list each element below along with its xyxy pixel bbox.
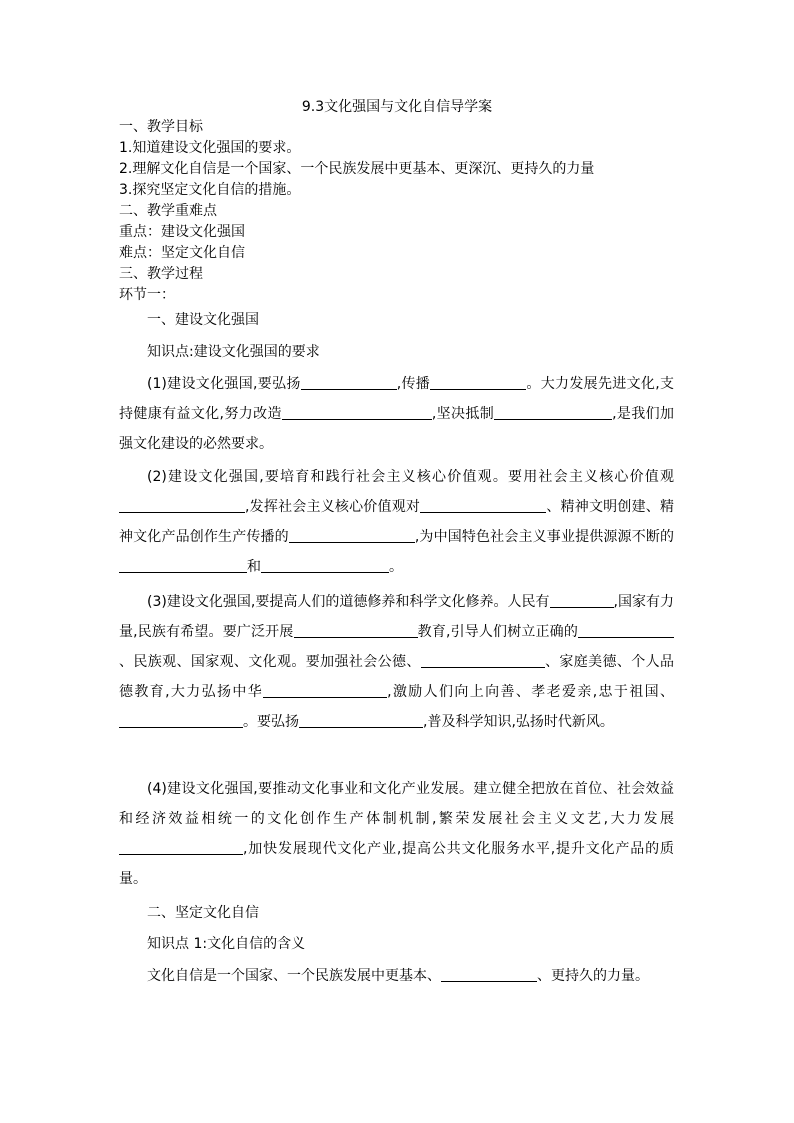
paragraph-4	[119, 774, 674, 894]
p1-text: ,是我们加强文化建设的必然要求。	[119, 406, 675, 452]
p3-text: ,国家有力量,民族有希望。要广泛开展	[119, 594, 674, 640]
p1-text: ,传播	[396, 376, 431, 392]
p2-text: 。	[389, 559, 403, 575]
p1-text: 。大力发展先进文化,支持健康有益文化,努力改造	[119, 376, 674, 422]
p5-text: 文化自信是一个国家、一个民族发展中更基本、	[147, 968, 441, 984]
p4-text: (4)建设文化强国,要推动文化事业和文化产业发展。建立健全把放在首位、社会效益和经济效益相统一的文化创作生产体制机制,繁荣发展社会主义文艺,大力发展	[119, 781, 674, 827]
p1-text: (1)建设文化强国,要弘扬	[147, 376, 301, 392]
fill-blank[interactable]	[263, 681, 387, 698]
key-point: 重点：建设文化强国	[119, 224, 245, 240]
p3-text: (3)建设文化强国,要提高人们的道德修养和科学文化修养。人民有	[147, 594, 550, 610]
section-heading-goals: 一、教学目标	[119, 119, 203, 135]
p2-text: (2)建设文化强国,要培育和践行社会主义核心价值观。要用社会主义核心价值观	[147, 469, 674, 485]
paragraph-5	[119, 961, 674, 991]
goal-item-2: 2.理解文化自信是一个国家、一个民族发展中更基本、更深沉、更持久的力量	[119, 161, 595, 177]
fill-blank[interactable]	[282, 403, 432, 420]
fill-blank[interactable]	[119, 556, 247, 573]
goal-item-3: 3.探究坚定文化自信的措施。	[119, 182, 301, 198]
p3-text: ,普及科学知识,弘扬时代新风。	[423, 714, 614, 730]
fill-blank[interactable]	[441, 965, 537, 982]
paragraph-3	[119, 587, 674, 737]
p3-text: 、家庭美德、个人品德教育,大力弘扬中华	[119, 654, 675, 700]
p3-text: ,激励人们向上向善、孝老爱亲,忠于祖国、	[387, 684, 674, 700]
fill-blank[interactable]	[294, 621, 418, 638]
fill-blank[interactable]	[494, 403, 612, 420]
fill-blank[interactable]	[301, 373, 397, 390]
p2-text: 、精神文明创建、精神文化产品创作生产传播的	[119, 499, 675, 545]
paragraph-1	[119, 369, 674, 459]
fill-blank[interactable]	[289, 526, 415, 543]
section-heading-key-points: 二、教学重难点	[119, 203, 217, 219]
goal-item-1: 1.知道建设文化强国的要求。	[119, 140, 301, 156]
p2-text: ,发挥社会主义核心价值观对	[245, 499, 421, 515]
part-heading-1: 一、建设文化强国	[147, 312, 259, 328]
doc-title: 9.3文化强国与文化自信导学案	[301, 99, 493, 115]
p2-text: 和	[247, 559, 261, 575]
p1-text: ,坚决抵制	[431, 406, 495, 422]
paragraph-2	[119, 462, 674, 582]
fill-blank[interactable]	[578, 621, 674, 638]
p4-text: ,加快发展现代文化产业,提高公共文化服务水平,提升文化产品的质量。	[119, 841, 674, 887]
fill-blank[interactable]	[261, 556, 389, 573]
knowledge-point-1: 知识点:建设文化强国的要求	[147, 344, 320, 360]
fill-blank[interactable]	[430, 373, 526, 390]
difficult-point: 难点：坚定文化自信	[119, 245, 245, 261]
fill-blank[interactable]	[420, 496, 546, 513]
fill-blank[interactable]	[119, 496, 245, 513]
fill-blank[interactable]	[299, 711, 423, 728]
fill-blank[interactable]	[550, 591, 614, 608]
knowledge-point-2: 知识点 1:文化自信的含义	[147, 936, 306, 952]
p3-text: 。要弘扬	[243, 714, 299, 730]
p3-text: 教育,引导人们树立正确的	[417, 624, 578, 640]
link-label: 环节一：	[119, 287, 175, 303]
fill-blank[interactable]	[119, 838, 243, 855]
section-heading-process: 三、教学过程	[119, 266, 203, 282]
fill-blank[interactable]	[421, 651, 545, 668]
p5-text: 、更持久的力量。	[537, 968, 649, 984]
part-heading-2: 二、坚定文化自信	[147, 905, 259, 921]
fill-blank[interactable]	[119, 711, 243, 728]
p3-text: 、民族观、国家观、文化观。要加强社会公德、	[119, 654, 421, 670]
p2-text: ,为中国特色社会主义事业提供源源不断的	[414, 529, 675, 545]
